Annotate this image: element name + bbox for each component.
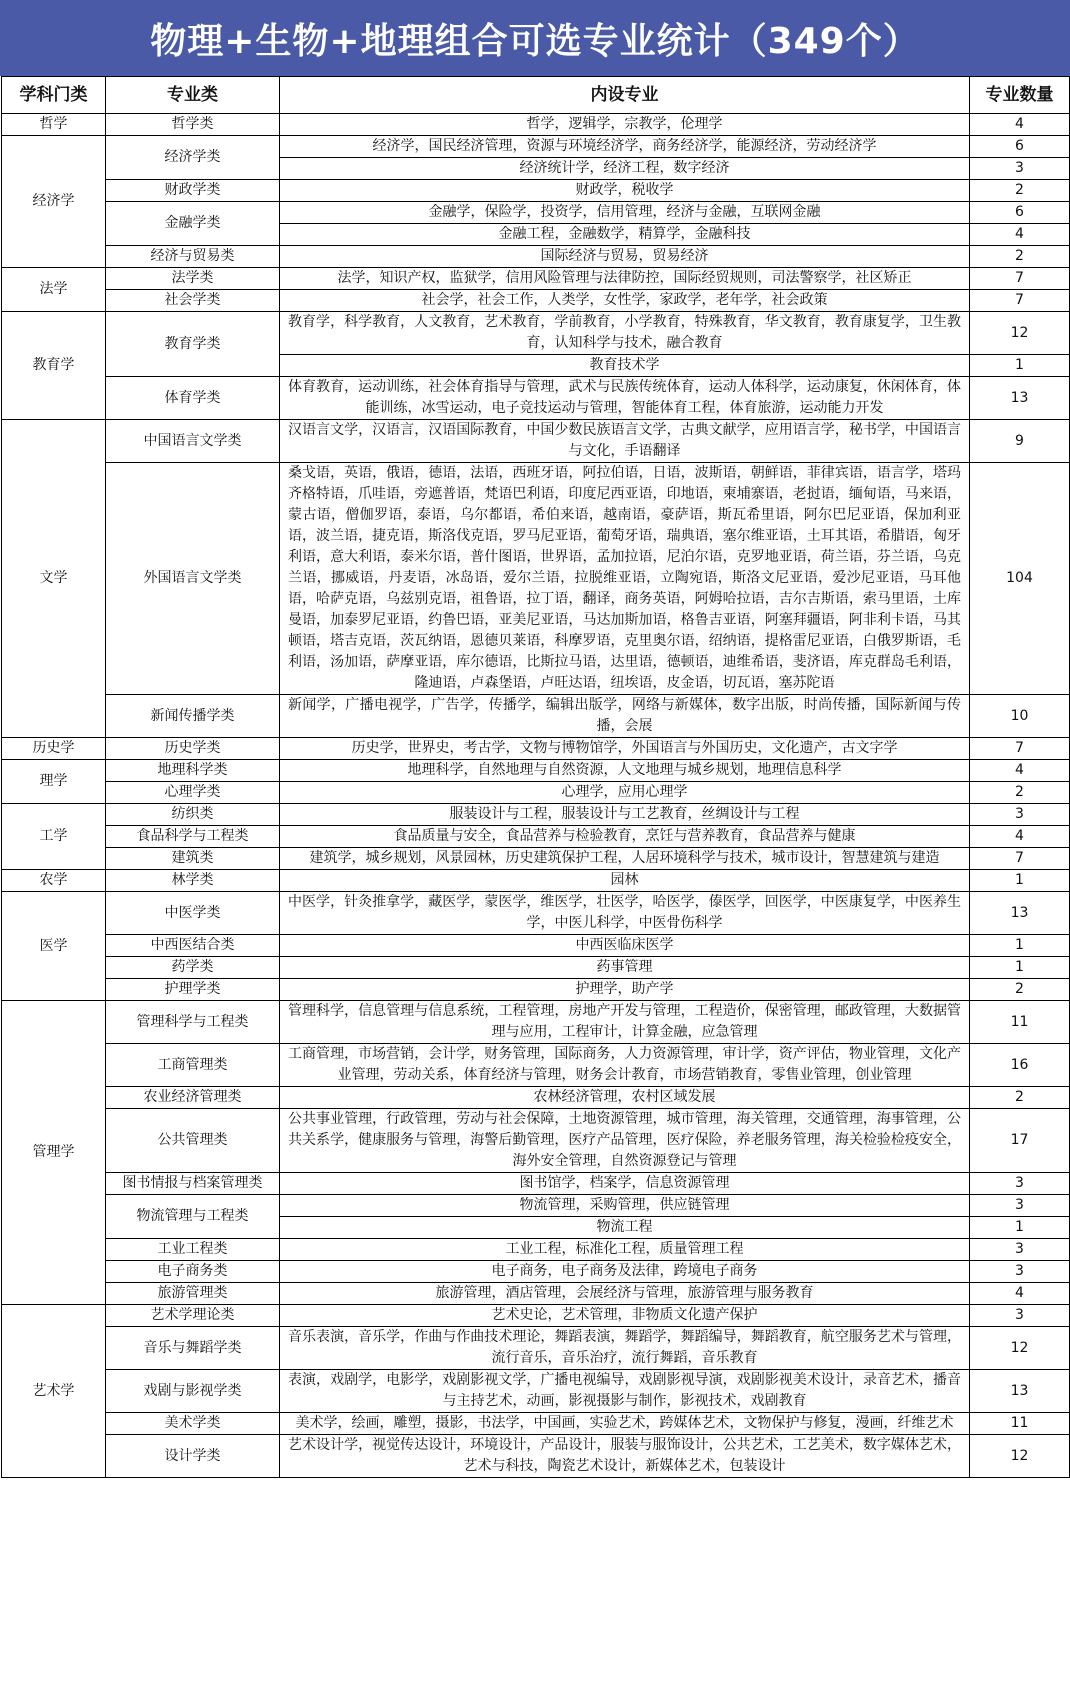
table-header-row (2, 77, 1070, 114)
table-row (2, 268, 1070, 290)
count-cell: 12 (970, 1435, 1070, 1478)
majors-cell: 教育技术学 (280, 355, 970, 377)
count-cell: 2 (970, 246, 1070, 268)
majors-cell: 哲学，逻辑学，宗教学，伦理学 (280, 114, 970, 136)
table-row (2, 114, 1070, 136)
class-cell: 财政学类 (106, 180, 280, 202)
count-cell: 13 (970, 377, 1070, 420)
category-cell: 理学 (2, 760, 106, 804)
majors-cell: 护理学，助产学 (280, 979, 970, 1001)
table-row (2, 695, 1070, 738)
class-cell: 戏剧与影视学类 (106, 1370, 280, 1413)
count-cell: 7 (970, 290, 1070, 312)
class-cell: 电子商务类 (106, 1261, 280, 1283)
table-body (2, 114, 1070, 1478)
count-cell: 2 (970, 782, 1070, 804)
majors-cell: 图书馆学，档案学，信息资源管理 (280, 1173, 970, 1195)
count-cell: 2 (970, 1087, 1070, 1109)
table-row (2, 312, 1070, 355)
table-row (2, 1305, 1070, 1327)
category-cell: 文学 (2, 420, 106, 738)
header-majors: 内设专业 (280, 77, 970, 114)
category-cell: 工学 (2, 804, 106, 870)
class-cell: 新闻传播学类 (106, 695, 280, 738)
category-cell: 历史学 (2, 738, 106, 760)
major-stats-table (1, 76, 1070, 1478)
table-row (2, 804, 1070, 826)
category-cell: 法学 (2, 268, 106, 312)
category-cell: 经济学 (2, 136, 106, 268)
table-row (2, 870, 1070, 892)
table-row (2, 935, 1070, 957)
class-cell: 中医学类 (106, 892, 280, 935)
majors-cell: 工商管理，市场营销，会计学，财务管理，国际商务，人力资源管理，审计学，资产评估，物业管理，文化产业管理，劳动关系，体育经济与管理，财务会计教育，市场营销教育，零售业管理，创业管理 (280, 1044, 970, 1087)
majors-cell: 物流工程 (280, 1217, 970, 1239)
count-cell: 104 (970, 463, 1070, 695)
class-cell: 工业工程类 (106, 1239, 280, 1261)
majors-cell: 国际经济与贸易，贸易经济 (280, 246, 970, 268)
table-row (2, 1195, 1070, 1217)
class-cell: 中西医结合类 (106, 935, 280, 957)
majors-cell: 音乐表演，音乐学，作曲与作曲技术理论，舞蹈表演，舞蹈学，舞蹈编导，舞蹈教育，航空服务艺术与管理，流行音乐，音乐治疗，流行舞蹈，音乐教育 (280, 1327, 970, 1370)
majors-cell: 管理科学，信息管理与信息系统，工程管理，房地产开发与管理，工程造价，保密管理，邮政管理，大数据管理与应用，工程审计，计算金融，应急管理 (280, 1001, 970, 1044)
count-cell: 11 (970, 1413, 1070, 1435)
table-row (2, 180, 1070, 202)
category-cell: 农学 (2, 870, 106, 892)
count-cell: 7 (970, 268, 1070, 290)
majors-cell: 美术学，绘画，雕塑，摄影，书法学，中国画，实验艺术，跨媒体艺术，文物保护与修复，漫画，纤维艺术 (280, 1413, 970, 1435)
class-cell: 图书情报与档案管理类 (106, 1173, 280, 1195)
class-cell: 音乐与舞蹈学类 (106, 1327, 280, 1370)
count-cell: 2 (970, 979, 1070, 1001)
class-cell: 美术学类 (106, 1413, 280, 1435)
count-cell: 4 (970, 760, 1070, 782)
count-cell: 4 (970, 114, 1070, 136)
table-row (2, 1239, 1070, 1261)
table-row (2, 290, 1070, 312)
count-cell: 7 (970, 848, 1070, 870)
count-cell: 3 (970, 1305, 1070, 1327)
majors-cell: 教育学，科学教育，人文教育，艺术教育，学前教育，小学教育，特殊教育，华文教育，教育康复学，卫生教育，认知科学与技术，融合教育 (280, 312, 970, 355)
count-cell: 1 (970, 1217, 1070, 1239)
table-row (2, 957, 1070, 979)
table-row (2, 738, 1070, 760)
class-cell: 公共管理类 (106, 1109, 280, 1173)
class-cell: 地理科学类 (106, 760, 280, 782)
majors-cell: 公共事业管理，行政管理，劳动与社会保障，土地资源管理，城市管理，海关管理，交通管理，海事管理，公共关系学，健康服务与管理，海警后勤管理，医疗产品管理，医疗保险，养老服务管理，海关检验检疫安全，海外安全管理，自然资源登记与管理 (280, 1109, 970, 1173)
majors-cell: 服装设计与工程，服装设计与工艺教育，丝绸设计与工程 (280, 804, 970, 826)
table-row (2, 1370, 1070, 1413)
table-row (2, 1044, 1070, 1087)
table-row (2, 760, 1070, 782)
table-row (2, 892, 1070, 935)
majors-cell: 新闻学，广播电视学，广告学，传播学，编辑出版学，网络与新媒体，数字出版，时尚传播，国际新闻与传播，会展 (280, 695, 970, 738)
table-row (2, 1435, 1070, 1478)
class-cell: 教育学类 (106, 312, 280, 377)
majors-cell: 汉语言文学，汉语言，汉语国际教育，中国少数民族语言文学，古典文献学，应用语言学，秘书学，中国语言与文化，手语翻译 (280, 420, 970, 463)
count-cell: 13 (970, 892, 1070, 935)
majors-cell: 地理科学，自然地理与自然资源，人文地理与城乡规划，地理信息科学 (280, 760, 970, 782)
count-cell: 12 (970, 1327, 1070, 1370)
majors-cell: 表演，戏剧学，电影学，戏剧影视文学，广播电视编导，戏剧影视导演，戏剧影视美术设计，录音艺术，播音与主持艺术，动画，影视摄影与制作，影视技术，戏剧教育 (280, 1370, 970, 1413)
class-cell: 林学类 (106, 870, 280, 892)
count-cell: 11 (970, 1001, 1070, 1044)
class-cell: 农业经济管理类 (106, 1087, 280, 1109)
class-cell: 中国语言文学类 (106, 420, 280, 463)
class-cell: 食品科学与工程类 (106, 826, 280, 848)
category-cell: 艺术学 (2, 1305, 106, 1478)
table-row (2, 979, 1070, 1001)
class-cell: 心理学类 (106, 782, 280, 804)
table-row (2, 1283, 1070, 1305)
table-row (2, 826, 1070, 848)
header-category: 学科门类 (2, 77, 106, 114)
class-cell: 艺术学理论类 (106, 1305, 280, 1327)
class-cell: 法学类 (106, 268, 280, 290)
majors-cell: 农林经济管理，农村区域发展 (280, 1087, 970, 1109)
majors-cell: 中西医临床医学 (280, 935, 970, 957)
class-cell: 护理学类 (106, 979, 280, 1001)
class-cell: 管理科学与工程类 (106, 1001, 280, 1044)
table-row (2, 1109, 1070, 1173)
majors-cell: 桑戈语，英语，俄语，德语，法语，西班牙语，阿拉伯语，日语，波斯语，朝鲜语，菲律宾语，语言学，塔玛齐格特语，爪哇语，旁遮普语，梵语巴利语，印度尼西亚语，印地语，柬埔寨语，老挝语，缅甸语，马来语，蒙古语，僧伽罗语，泰语，乌尔都语，希伯来语，越南语，豪萨语，斯瓦希里语，阿尔巴尼亚语，保加利亚语，波兰语，捷克语，斯洛伐克语，罗马尼亚语，葡萄牙语，瑞典语，塞尔维亚语，土耳其语，希腊语，匈牙利语，意大利语，泰米尔语，普什图语，世界语，孟加拉语，尼泊尔语，克罗地亚语，荷兰语，芬兰语，乌克兰语，挪威语，丹麦语，冰岛语，爱尔兰语，拉脱维亚语，立陶宛语，斯洛文尼亚语，爱沙尼亚语，马耳他语，哈萨克语，乌兹别克语，祖鲁语，拉丁语，翻译，商务英语，阿姆哈拉语，吉尔吉斯语，索马里语，土库曼语，加泰罗尼亚语，约鲁巴语，亚美尼亚语，马达加斯加语，格鲁吉亚语，阿塞拜疆语，阿非利卡语，马其顿语，塔吉克语，茨瓦纳语，恩德贝莱语，科摩罗语，克里奥尔语，绍纳语，提格雷尼亚语，白俄罗斯语，毛利语，汤加语，萨摩亚语，库尔德语，比斯拉马语，达里语，德顿语，迪维希语，斐济语，库克群岛毛利语，隆迪语，卢森堡语，卢旺达语，纽埃语，皮金语，切瓦语，塞苏陀语 (280, 463, 970, 695)
majors-cell: 工业工程，标准化工程，质量管理工程 (280, 1239, 970, 1261)
class-cell: 物流管理与工程类 (106, 1195, 280, 1239)
count-cell: 12 (970, 312, 1070, 355)
table-row (2, 1173, 1070, 1195)
count-cell: 1 (970, 957, 1070, 979)
class-cell: 哲学类 (106, 114, 280, 136)
table-row (2, 202, 1070, 224)
table-row (2, 1261, 1070, 1283)
majors-cell: 金融学，保险学，投资学，信用管理，经济与金融，互联网金融 (280, 202, 970, 224)
majors-cell: 财政学，税收学 (280, 180, 970, 202)
count-cell: 17 (970, 1109, 1070, 1173)
class-cell: 建筑类 (106, 848, 280, 870)
majors-cell: 金融工程，金融数学，精算学，金融科技 (280, 224, 970, 246)
majors-cell: 艺术设计学，视觉传达设计，环境设计，产品设计，服装与服饰设计，公共艺术，工艺美术，数字媒体艺术，艺术与科技，陶瓷艺术设计，新媒体艺术，包装设计 (280, 1435, 970, 1478)
category-cell: 哲学 (2, 114, 106, 136)
count-cell: 16 (970, 1044, 1070, 1087)
count-cell: 1 (970, 355, 1070, 377)
class-cell: 工商管理类 (106, 1044, 280, 1087)
page-title: 物理+生物+地理组合可选专业统计（349个） (0, 0, 1070, 76)
majors-cell: 建筑学，城乡规划，风景园林，历史建筑保护工程，人居环境科学与技术，城市设计，智慧建筑与建造 (280, 848, 970, 870)
class-cell: 药学类 (106, 957, 280, 979)
count-cell: 6 (970, 202, 1070, 224)
majors-cell: 法学，知识产权，监狱学，信用风险管理与法律防控，国际经贸规则，司法警察学，社区矫正 (280, 268, 970, 290)
majors-cell: 心理学，应用心理学 (280, 782, 970, 804)
table-row (2, 848, 1070, 870)
majors-cell: 体育教育，运动训练，社会体育指导与管理，武术与民族传统体育，运动人体科学，运动康复，休闲体育，体能训练，冰雪运动，电子竞技运动与管理，智能体育工程，体育旅游，运动能力开发 (280, 377, 970, 420)
header-count: 专业数量 (970, 77, 1070, 114)
class-cell: 旅游管理类 (106, 1283, 280, 1305)
class-cell: 体育学类 (106, 377, 280, 420)
class-cell: 外国语言文学类 (106, 463, 280, 695)
majors-cell: 电子商务，电子商务及法律，跨境电子商务 (280, 1261, 970, 1283)
table-row (2, 377, 1070, 420)
category-cell: 教育学 (2, 312, 106, 420)
count-cell: 1 (970, 935, 1070, 957)
count-cell: 3 (970, 1195, 1070, 1217)
count-cell: 2 (970, 180, 1070, 202)
count-cell: 7 (970, 738, 1070, 760)
count-cell: 3 (970, 1261, 1070, 1283)
table-row (2, 136, 1070, 158)
majors-cell: 艺术史论，艺术管理，非物质文化遗产保护 (280, 1305, 970, 1327)
majors-cell: 中医学，针灸推拿学，藏医学，蒙医学，维医学，壮医学，哈医学，傣医学，回医学，中医康复学，中医养生学，中医儿科学，中医骨伤科学 (280, 892, 970, 935)
majors-cell: 历史学，世界史，考古学，文物与博物馆学，外国语言与外国历史，文化遗产，古文字学 (280, 738, 970, 760)
count-cell: 6 (970, 136, 1070, 158)
table-row (2, 1087, 1070, 1109)
class-cell: 经济与贸易类 (106, 246, 280, 268)
majors-cell: 经济统计学，经济工程，数字经济 (280, 158, 970, 180)
majors-cell: 经济学，国民经济管理，资源与环境经济学，商务经济学，能源经济，劳动经济学 (280, 136, 970, 158)
table-row (2, 463, 1070, 695)
count-cell: 3 (970, 1239, 1070, 1261)
count-cell: 1 (970, 870, 1070, 892)
class-cell: 纺织类 (106, 804, 280, 826)
class-cell: 社会学类 (106, 290, 280, 312)
class-cell: 经济学类 (106, 136, 280, 180)
count-cell: 4 (970, 1283, 1070, 1305)
table-row (2, 1413, 1070, 1435)
category-cell: 管理学 (2, 1001, 106, 1305)
count-cell: 10 (970, 695, 1070, 738)
majors-cell: 旅游管理，酒店管理，会展经济与管理，旅游管理与服务教育 (280, 1283, 970, 1305)
count-cell: 13 (970, 1370, 1070, 1413)
table-row (2, 1327, 1070, 1370)
table-row (2, 1001, 1070, 1044)
count-cell: 4 (970, 224, 1070, 246)
count-cell: 3 (970, 804, 1070, 826)
class-cell: 设计学类 (106, 1435, 280, 1478)
count-cell: 4 (970, 826, 1070, 848)
majors-cell: 园林 (280, 870, 970, 892)
category-cell: 医学 (2, 892, 106, 1001)
majors-cell: 食品质量与安全，食品营养与检验教育，烹饪与营养教育，食品营养与健康 (280, 826, 970, 848)
count-cell: 3 (970, 1173, 1070, 1195)
count-cell: 3 (970, 158, 1070, 180)
count-cell: 9 (970, 420, 1070, 463)
table-row (2, 420, 1070, 463)
majors-cell: 药事管理 (280, 957, 970, 979)
class-cell: 历史学类 (106, 738, 280, 760)
majors-cell: 社会学，社会工作，人类学，女性学，家政学，老年学，社会政策 (280, 290, 970, 312)
majors-cell: 物流管理，采购管理，供应链管理 (280, 1195, 970, 1217)
table-row (2, 782, 1070, 804)
table-row (2, 246, 1070, 268)
class-cell: 金融学类 (106, 202, 280, 246)
header-class: 专业类 (106, 77, 280, 114)
